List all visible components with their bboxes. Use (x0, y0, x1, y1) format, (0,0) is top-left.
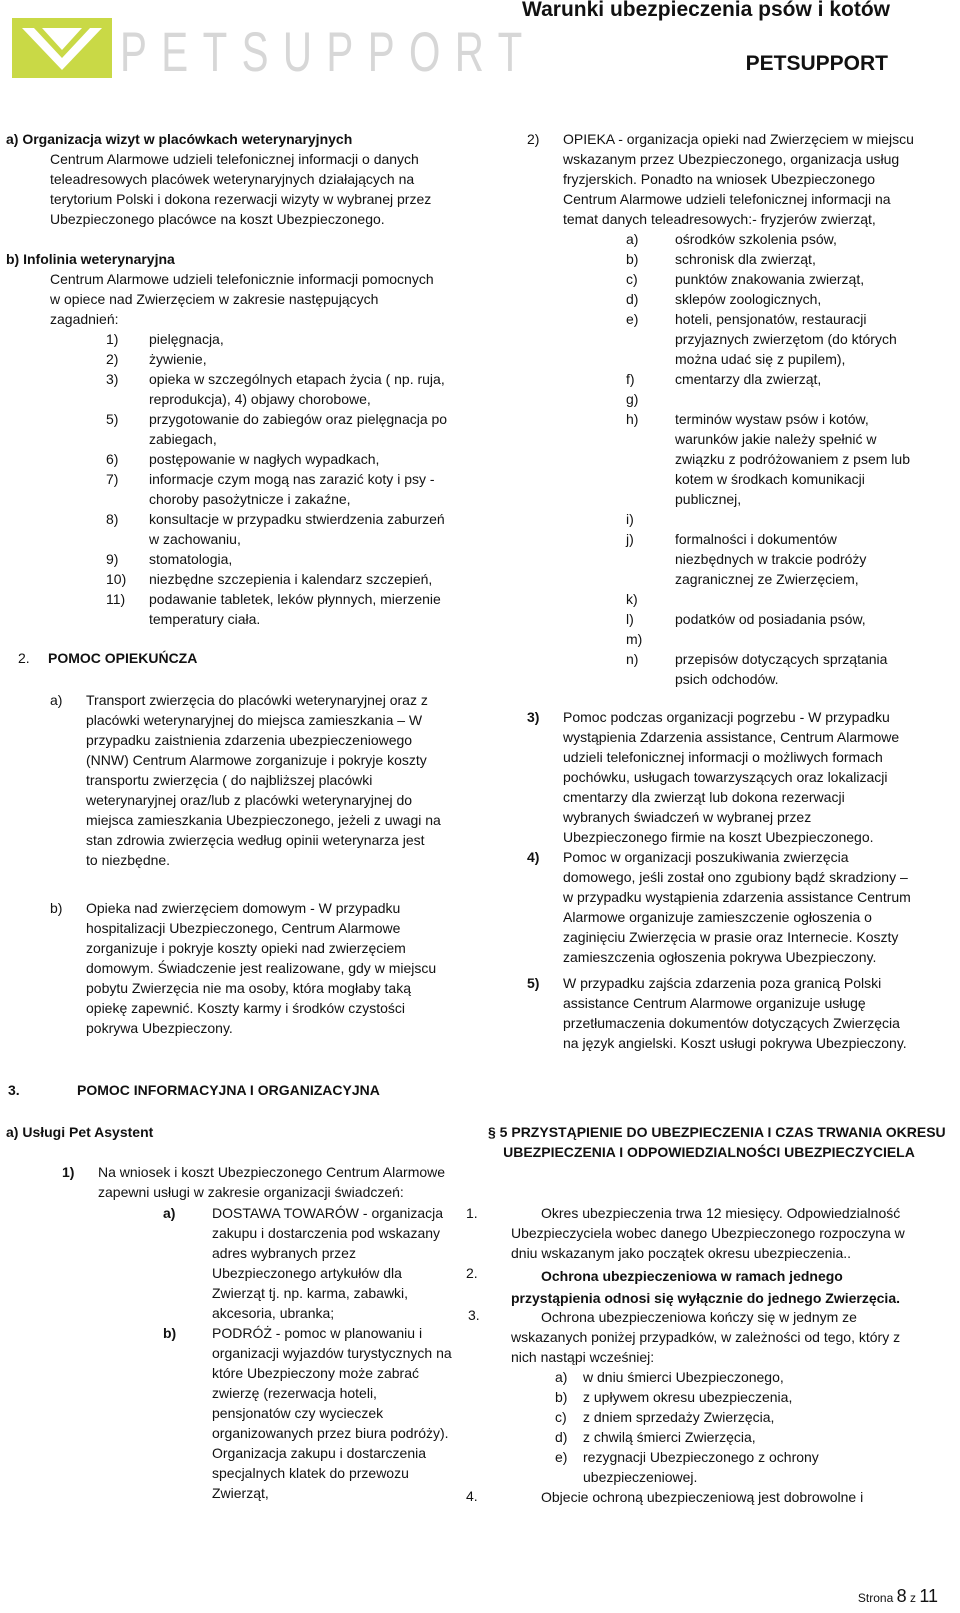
logo-mark-icon (12, 18, 112, 78)
item-number: h) (626, 411, 639, 427)
item-number: j) (626, 531, 634, 547)
item-text: pokrywa Ubezpieczony. (86, 1020, 233, 1036)
right-item-2 (527, 129, 931, 229)
item-text: temat danych teleadresowych:- fryzjerów zwierząt, (563, 211, 876, 227)
pet-asystent-item-1 (62, 1162, 472, 1202)
item-text: PODRÓŻ - pomoc w planowaniu i (212, 1325, 423, 1341)
section-3-heading: POMOC INFORMACYJNA I ORGANIZACYJNA (77, 1082, 380, 1098)
list-item (106, 509, 476, 549)
item-number: 3) (106, 371, 119, 387)
list-item (626, 309, 931, 369)
item-text: opieka w szczególnych etapach życia ( np. ruja, (149, 371, 445, 387)
item-text: psich odchodów. (675, 671, 779, 687)
item-text: zwierzę (rezerwacja hoteli, (212, 1385, 377, 1401)
item-text: punktów znakowania zwierząt, (675, 271, 865, 287)
item-number: 1) (62, 1164, 75, 1180)
item-text: przyjaznych zwierzętom (do których (675, 331, 897, 347)
item-number: c) (555, 1409, 567, 1425)
item-text: publicznej, (675, 491, 742, 507)
text-line: Ubezpieczonego placówce na koszt Ubezpieczonego. (50, 211, 385, 227)
item-number: d) (626, 291, 639, 307)
item-text: zamieszczenia ogłoszenia pokrywa Ubezpieczony. (563, 949, 877, 965)
item-text: zapewni usługi w zakresie organizacji świadczeń: (98, 1184, 404, 1200)
item-text: pielęgnacja, (149, 331, 224, 347)
item-text: pochówku, usługach towarzyszących oraz lokalizacji (563, 769, 888, 785)
item-text: pobytu Zwierzęcia nie ma osoby, która mogłaby taką (86, 980, 412, 996)
section-2-heading: POMOC OPIEKUŃCZA (48, 650, 198, 666)
item-text: niezbędnych w trakcie podróży (675, 551, 867, 567)
section-5-paragraph-2 (511, 1265, 930, 1309)
item-text: hoteli, pensjonatów, restauracji (675, 311, 867, 327)
item-text: zakupu i dostarczenia pod wskazany (212, 1225, 441, 1241)
item-text: stan zdrowia zwierzęcia według opinii weterynarza jest (86, 832, 425, 848)
text-line: Okres ubezpieczenia trwa 12 miesięcy. Odpowiedzialność (541, 1205, 901, 1221)
list-item (626, 509, 931, 529)
item-text: hospitalizacji Ubezpieczonego, Centrum Alarmowe (86, 920, 401, 936)
list-item (626, 249, 931, 269)
text-line: Centrum Alarmowe udzieli telefonicznej informacji o danych (50, 151, 419, 167)
item-text: Opieka nad zwierzęciem domowym - W przypadku (86, 900, 401, 916)
section-2-number: 2. (18, 650, 30, 666)
section-b-list (106, 329, 476, 629)
list-item (106, 569, 476, 589)
item-text: terminów wystaw psów i kotów, (675, 411, 869, 427)
item-text: przypadku zaistnienia zdarzenia ubezpieczeniowego (86, 732, 413, 748)
list-number: 1. (466, 1205, 478, 1221)
text-line: przystąpienia odnosi się wyłącznie do jednego Zwierzęcia. (511, 1290, 900, 1306)
item-text: Na wniosek i koszt Ubezpieczonego Centrum Alarmowe (98, 1164, 446, 1180)
item-number: b) (163, 1325, 177, 1341)
item-text: placówki weterynaryjnej do miejsca zamieszkania – W (86, 712, 423, 728)
list-item (626, 409, 931, 509)
item-text: choroby pasożytnicze i zakaźne, (149, 491, 351, 507)
item-text: z upływem okresu ubezpieczenia, (583, 1389, 793, 1405)
item-number: a) (50, 692, 63, 708)
item-text: to niezbędne. (86, 852, 171, 868)
list-item (555, 1387, 930, 1407)
list-item (106, 369, 476, 409)
item-text: przygotowanie do zabiegów oraz pielęgnacja po (149, 411, 448, 427)
list-number: 2. (466, 1265, 478, 1281)
section-b-heading: b) Infolinia weterynaryjna (6, 251, 175, 267)
item-text: DOSTAWA TOWARÓW - organizacja (212, 1205, 444, 1221)
item-text: przetłumaczenia dokumentów dotyczących Zwierzęcia (563, 1015, 900, 1031)
item-text: domowego, jeśli został ono zgubiony bądź skradziony – (563, 869, 908, 885)
item-text: (NNW) Centrum Alarmowe zorganizuje i pokryje koszty (86, 752, 427, 768)
item-number: a) (626, 231, 639, 247)
item-text: Zwierząt, (212, 1485, 269, 1501)
page-footer (858, 1586, 938, 1608)
list-item (626, 369, 931, 389)
item-number: i) (626, 511, 634, 527)
item-text: zagranicznej ze Zwierzęciem, (675, 571, 859, 587)
item-text: Pomoc podczas organizacji pogrzebu - W przypadku (563, 709, 890, 725)
heading-line: UBEZPIECZENIA I ODPOWIEDZIALNOŚCI UBEZPIECZYCIELA (503, 1144, 915, 1160)
item-text: cmentarzy dla zwierząt, (675, 371, 822, 387)
item-number: 3) (527, 709, 540, 725)
section-5-heading (488, 1122, 946, 1162)
item-text: weterynaryjnej oraz/lub z placówki weterynaryjnej do (86, 792, 413, 808)
item-number: 9) (106, 551, 119, 567)
page-of: z (909, 1591, 916, 1605)
list-item (626, 609, 931, 629)
item-text: zabiegach, (149, 431, 217, 447)
list-item (626, 589, 931, 609)
text-line: Ochrona ubezpieczeniowa kończy się w jednym ze (541, 1309, 857, 1325)
item-text: w zachowaniu, (149, 531, 241, 547)
item-text: postępowanie w nagłych wypadkach, (149, 451, 380, 467)
text-line: w opiece nad Zwierzęciem w zakresie następujących (50, 291, 379, 307)
list-item (626, 649, 931, 689)
item-number: 10) (106, 571, 127, 587)
list-item (626, 389, 931, 409)
list-item (626, 269, 931, 289)
item-number: 2) (527, 131, 540, 147)
pet-asystent-services (163, 1203, 469, 1503)
item-text: zorganizuje i pokryje koszty opieki nad zwierzęciem (86, 940, 406, 956)
item-number: d) (555, 1429, 568, 1445)
document-title: Warunki ubezpieczenia psów i kotów (522, 0, 890, 21)
item-text: opiekę zapewnić. Koszty karmy i środków czystości (86, 1000, 405, 1016)
item-number: c) (626, 271, 638, 287)
right-item-5 (527, 973, 931, 1053)
text-line: Ochrona ubezpieczeniowa w ramach jednego (541, 1268, 843, 1284)
item-text: żywienie, (149, 351, 207, 367)
item-text: zaginięciu Zwierzęcia w prasie oraz Internecie. Koszty (563, 929, 899, 945)
item-number: 5) (527, 975, 540, 991)
text-line: nich nastąpi wcześniej: (511, 1349, 655, 1365)
item-number: 2) (106, 351, 119, 367)
list-item (555, 1367, 930, 1387)
item-text: niezbędne szczepienia i kalendarz szczepień, (149, 571, 433, 587)
item-number: 7) (106, 471, 119, 487)
item-text: konsultacje w przypadku stwierdzenia zaburzeń (149, 511, 445, 527)
item-text: z dniem sprzedaży Zwierzęcia, (583, 1409, 775, 1425)
list-number: 3. (468, 1307, 480, 1323)
section-a-body (50, 149, 466, 229)
item-text: w dniu śmierci Ubezpieczonego, (583, 1369, 784, 1385)
item-text: rezygnacji Ubezpieczonego z ochrony (583, 1449, 819, 1465)
document-subtitle: PETSUPPORT (745, 52, 888, 75)
item-number: e) (555, 1449, 568, 1465)
logo-text: PETSUPPORT (120, 20, 537, 83)
list-item (626, 529, 931, 589)
item-text: wybranych świadczeń w wybranej przez (563, 809, 812, 825)
item-text: wystąpienia Zdarzenia assistance, Centrum Alarmowe (563, 729, 900, 745)
item-text: miejsca zamieszkania Ubezpieczonego, jeżeli z uwagi na (86, 812, 441, 828)
item-text: fryzjerskich. Ponadto na wniosek Ubezpieczonego (563, 171, 876, 187)
list-item (555, 1407, 930, 1427)
item-text: podawanie tabletek, leków płynnych, mierzenie (149, 591, 441, 607)
item-text: Alarmowe organizuje zamieszczenie ogłoszenia o (563, 909, 872, 925)
item-number: b) (626, 251, 639, 267)
item-text: organizacji wyjazdów turystycznych na (212, 1345, 452, 1361)
item-number: 8) (106, 511, 119, 527)
right-item-4 (527, 847, 931, 967)
item-text: z chwilą śmierci Zwierzęcia, (583, 1429, 756, 1445)
list-item (106, 589, 476, 629)
item-text: stomatologia, (149, 551, 233, 567)
petsupport-logo (12, 18, 537, 83)
item-text: wskazanym przez Ubezpieczonego, organizacja usług (563, 151, 900, 167)
item-text: specjalnych klatek do przewozu (212, 1465, 409, 1481)
section-5-end-cases (555, 1367, 930, 1487)
list-item (626, 229, 931, 249)
item-text: cmentarzy dla zwierząt lub dokona rezerwacji (563, 789, 845, 805)
section-5-paragraph-1 (511, 1203, 930, 1263)
list-item (106, 349, 476, 369)
item-text: assistance Centrum Alarmowe organizuje usługę (563, 995, 866, 1011)
item-text: reprodukcja), 4) objawy chorobowe, (149, 391, 371, 407)
heading-line: § 5 PRZYSTĄPIENIE DO UBEZPIECZENIA I CZAS TRWANIA OKRESU (488, 1124, 946, 1140)
item-text: W przypadku zajścia zdarzenia poza granicą Polski (563, 975, 882, 991)
item-text: pensjonatów czy wycieczek (212, 1405, 384, 1421)
item-text: sklepów zoologicznych, (675, 291, 822, 307)
item-number: a) (555, 1369, 568, 1385)
item-number: 1) (106, 331, 119, 347)
item-number: m) (626, 631, 643, 647)
text-line: terytorium Polski i dokona rezerwacji wizyty w wybranej przez (50, 191, 432, 207)
item-text: informacje czym mogą nas zarazić koty i psy - (149, 471, 435, 487)
item-number: l) (626, 611, 634, 627)
text-line: Ubezpieczyciela wobec danego Ubezpieczonego rozpoczyna w (511, 1225, 905, 1241)
list-item (626, 289, 931, 309)
pet-asystent-heading: a) Usługi Pet Asystent (6, 1124, 154, 1140)
item-text: Zwierząt tj. np. karma, zabawki, (212, 1285, 409, 1301)
item-number: b) (555, 1389, 568, 1405)
item-number: f) (626, 371, 635, 387)
right-item-2-sublist (626, 229, 931, 689)
item-text: udzieli telefonicznej informacji o możliwych formach (563, 749, 883, 765)
section-2-item-b (50, 898, 470, 1038)
list-number: 4. (466, 1488, 478, 1504)
section-b-intro (50, 269, 466, 329)
section-3-number: 3. (8, 1082, 20, 1098)
item-text: organizowanych przez biura podróży). (212, 1425, 449, 1441)
item-text: akcesoria, ubranka; (212, 1305, 335, 1321)
section-5-paragraph-3 (511, 1307, 930, 1367)
page-label: Strona (857, 1591, 894, 1605)
list-item (163, 1203, 469, 1323)
item-text: które Ubezpieczony może zabrać (212, 1365, 419, 1381)
section-5-paragraph-4: Objecie ochroną ubezpieczeniową jest dobrowolne i (541, 1489, 864, 1505)
item-text: transportu zwierzęcia ( do najbliższej placówki (86, 772, 373, 788)
item-number: 6) (106, 451, 119, 467)
item-text: Transport zwierzęcia do placówki weterynaryjnej oraz z (86, 692, 428, 708)
item-text: OPIEKA - organizacja opieki nad Zwierzęciem w miejscu (563, 131, 914, 147)
item-text: formalności i dokumentów (675, 531, 837, 547)
item-text: schronisk dla zwierząt, (675, 251, 816, 267)
text-line: Centrum Alarmowe udzieli telefonicznie informacji pomocnych (50, 271, 434, 287)
section-2-item-a (50, 690, 470, 870)
list-item (106, 449, 476, 469)
item-text: przepisów dotyczących sprzątania (675, 651, 888, 667)
list-item (163, 1323, 469, 1503)
item-number: g) (626, 391, 639, 407)
item-text: Centrum Alarmowe udzieli telefonicznej informacji na (563, 191, 891, 207)
text-line: teleadresowych placówek weterynaryjnych działających na (50, 171, 415, 187)
item-text: Ubezpieczonego firmie na koszt Ubezpieczonego. (563, 829, 874, 845)
text-line: zagadnień: (50, 311, 119, 327)
item-text: Organizacja zakupu i dostarczenia (212, 1445, 427, 1461)
list-item (555, 1427, 930, 1447)
text-line: wskazanych poniżej przypadków, w zależności od tego, który z (511, 1329, 901, 1345)
item-number: k) (626, 591, 638, 607)
item-number: 11) (106, 591, 126, 607)
item-text: Ubezpieczonego artykułów dla (212, 1265, 402, 1281)
item-number: 4) (527, 849, 540, 865)
list-item (555, 1447, 930, 1487)
page-number: 8 (896, 1586, 907, 1606)
item-number: 5) (106, 411, 119, 427)
right-item-3 (527, 707, 931, 847)
page-total: 11 (919, 1586, 938, 1606)
item-text: adres wybranych przez (212, 1245, 356, 1261)
item-text: związku z podróżowaniem z psem lub (675, 451, 910, 467)
item-text: ubezpieczeniowej. (583, 1469, 698, 1485)
item-number: a) (163, 1205, 176, 1221)
item-text: można udać się z pupilem), (675, 351, 846, 367)
item-text: temperatury ciała. (149, 611, 261, 627)
section-a-heading: a) Organizacja wizyt w placówkach weterynaryjnych (6, 131, 353, 147)
item-text: warunków jakie należy spełnić w (675, 431, 877, 447)
list-item (106, 469, 476, 509)
list-item (626, 629, 931, 649)
item-number: e) (626, 311, 639, 327)
item-text: w przypadku wystąpienia zdarzenia assistance Centrum (563, 889, 911, 905)
text-line: dniu wskazanym jako początek okresu ubezpieczenia.. (511, 1245, 852, 1261)
item-text: kotem w środkach komunikacji (675, 471, 865, 487)
item-text: podatków od posiadania psów, (675, 611, 866, 627)
list-item (106, 329, 476, 349)
list-item (106, 409, 476, 449)
item-text: domowym. Świadczenie jest realizowane, gdy w miejscu (86, 960, 437, 976)
item-number: b) (50, 900, 63, 916)
item-number: n) (626, 651, 639, 667)
item-text: Pomoc w organizacji poszukiwania zwierzęcia (563, 849, 849, 865)
list-item (106, 549, 476, 569)
item-text: na język angielski. Koszt usługi pokrywa Ubezpieczony. (563, 1035, 907, 1051)
item-text: ośrodków szkolenia psów, (675, 231, 837, 247)
